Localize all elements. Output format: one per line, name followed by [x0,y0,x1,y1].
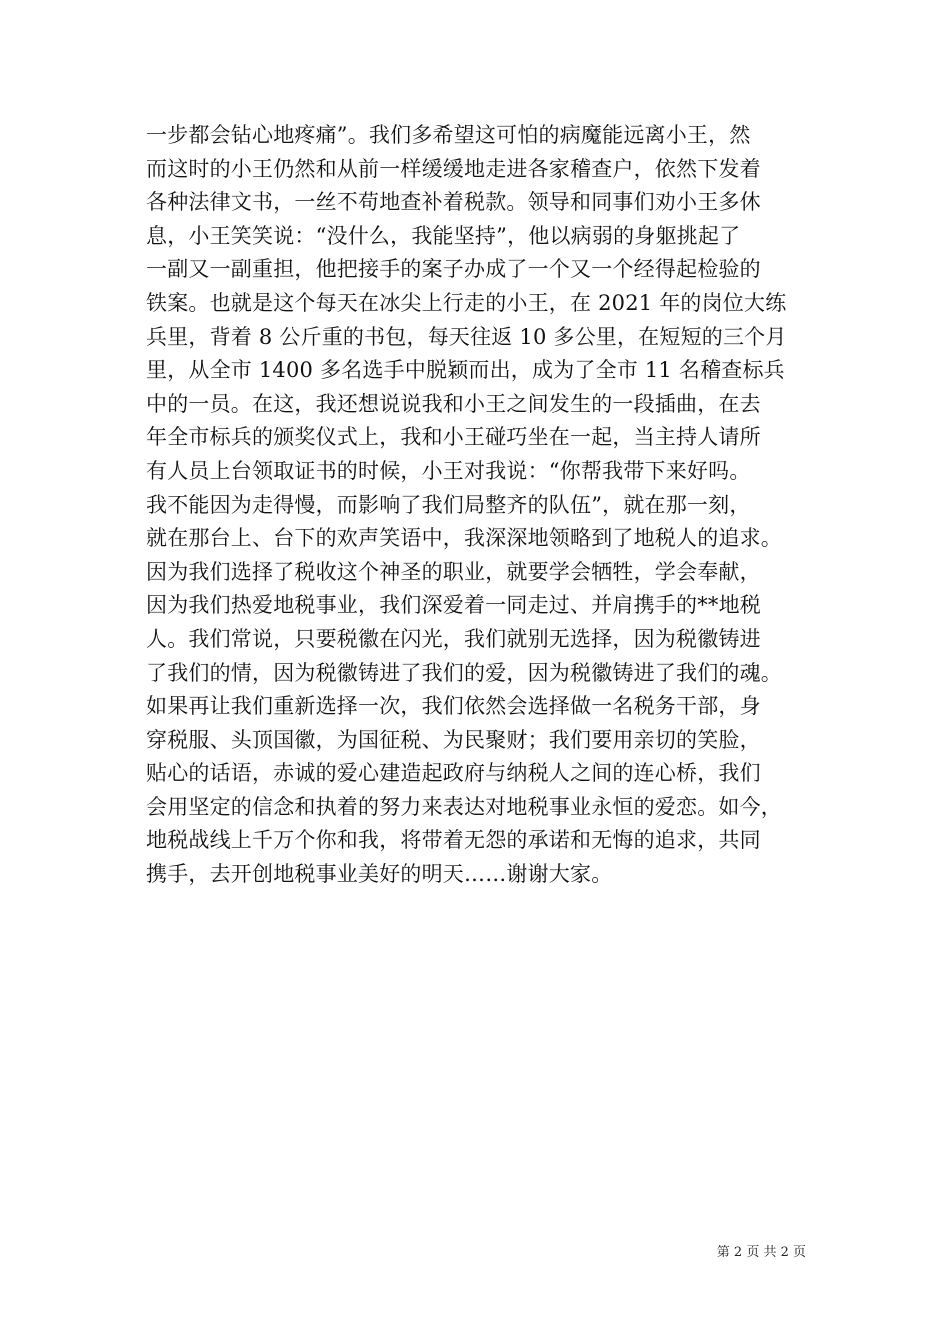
text-line: 因为我们选择了税收这个神圣的职业，就要学会牺牲，学会奉献， [146,559,761,584]
text-line: 人。我们常说，只要税徽在闪光，我们就别无选择，因为税徽铸进 [146,626,761,651]
text-line: 有人员上台领取证书的时候，小王对我说：“你帮我带下来好吗。 [146,458,751,483]
text-line: 息，小王笑笑说：“没什么，我能坚持”，他以病弱的身躯挑起了 [146,223,741,248]
text-line: 地税战线上千万个你和我，将带着无怨的承诺和无悔的追求，共同 [146,828,761,853]
page-number-footer: 第 2 页 共 2 页 [716,1245,806,1260]
text-line: 因为我们热爱地税事业，我们深爱着一同走过、并肩携手的**地税 [146,593,761,618]
text-line: 就在那台上、台下的欢声笑语中，我深深地领略到了地税人的追求。 [146,526,782,551]
text-line: 贴心的话语，赤诚的爱心建造起政府与纳税人之间的连心桥，我们 [146,761,761,786]
text-line: 中的一员。在这，我还想说说我和小王之间发生的一段插曲，在去 [146,391,761,416]
text-line: 携手，去开创地税事业美好的明天……谢谢大家。 [146,862,613,887]
text-line: 而这时的小王仍然和从前一样缓缓地走进各家稽查户，依然下发着 [146,156,761,181]
text-line: 里，从全市 1400 多名选手中脱颖而出，成为了全市 11 名稽查标兵 [146,358,785,383]
text-line: 了我们的情，因为税徽铸进了我们的爱，因为税徽铸进了我们的魂。 [146,660,782,685]
text-line: 一步都会钻心地疼痛”。我们多希望这可怕的病魔能远离小王，然 [146,123,751,147]
text-line: 铁案。也就是这个每天在冰尖上行走的小王，在 2021 年的岗位大练 [146,290,787,315]
text-line: 会用坚定的信念和执着的努力来表达对地税事业永恒的爱恋。如今， [146,794,782,819]
text-line: 各种法律文书，一丝不苟地查补着税款。领导和同事们劝小王多休 [146,190,761,215]
text-line: 一副又一副重担，他把接手的案子办成了一个又一个经得起检验的 [146,257,761,282]
text-line: 我不能因为走得慢，而影响了我们局整齐的队伍”，就在那一刻， [146,492,751,517]
text-line: 穿税服、头顶国徽，为国征税、为民聚财；我们要用亲切的笑脸， [146,727,761,752]
text-line: 年全市标兵的颁奖仪式上，我和小王碰巧坐在一起，当主持人请所 [146,425,761,450]
body-text [146,119,826,892]
text-line: 如果再让我们重新选择一次，我们依然会选择做一名税务干部，身 [146,694,761,719]
text-line: 兵里，背着 8 公斤重的书包，每天往返 10 多公里，在短短的三个月 [146,324,787,349]
